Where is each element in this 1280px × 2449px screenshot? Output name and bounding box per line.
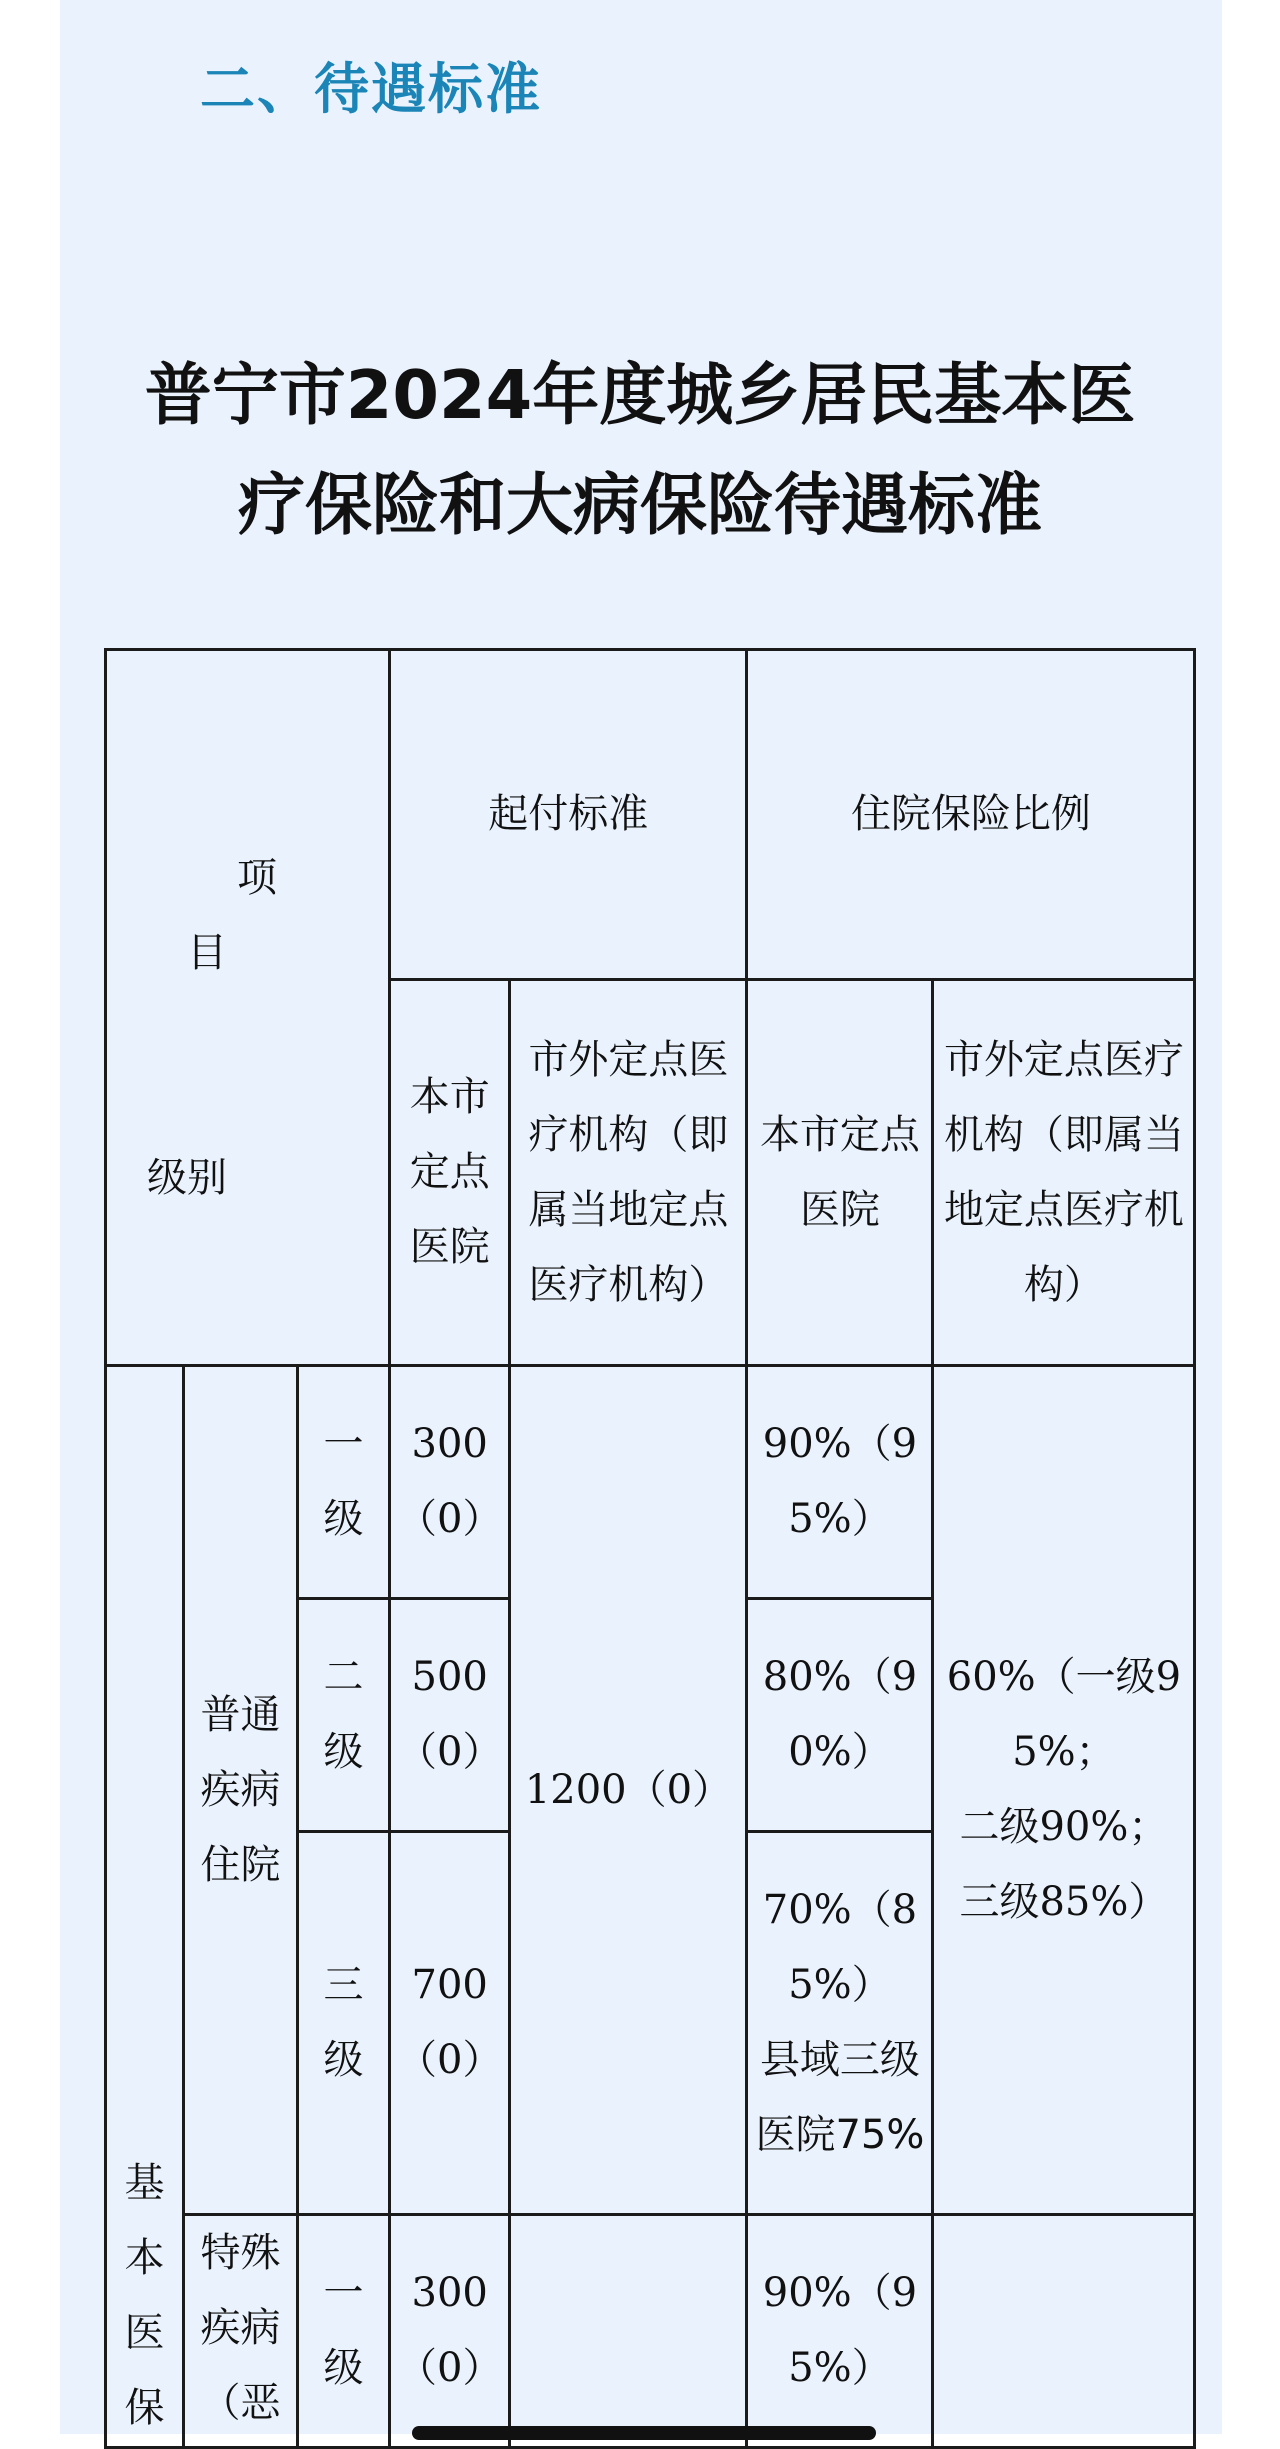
outside-deductible-header: 市外定点医疗机构（即属当地定点医疗机构） [510, 980, 747, 1366]
group-special-illness: 特殊疾病（恶 [184, 2215, 298, 2448]
category-basic-insurance: 基本医保 [106, 1366, 184, 2448]
group-general-illness: 普通疾病住院 [184, 1366, 298, 2215]
outside-deductible-cell [510, 2215, 747, 2448]
local-hospital-deductible-header: 本市定点医院 [390, 980, 510, 1366]
title-line-1: 普宁市2024年度城乡居民基本医 [144, 356, 1136, 434]
table-row [106, 2215, 1195, 2448]
outside-deductible-cell: 1200（0） [510, 1366, 747, 2215]
local-ratio-cell: 90%（95%） [747, 1366, 933, 1599]
section-heading: 二、待遇标准 [200, 57, 543, 121]
document-title [100, 340, 1180, 560]
table-header-row [106, 650, 1195, 980]
local-deductible-cell: 700（0） [390, 1832, 510, 2215]
header-item-label: 项 [237, 855, 277, 901]
deductible-header: 起付标准 [390, 650, 747, 980]
outside-ratio-header: 市外定点医疗机构（即属当地定点医疗机构） [933, 980, 1195, 1366]
level-cell: 三级 [298, 1832, 390, 2215]
outside-ratio-line-3: 三级85%） [959, 1879, 1169, 1925]
outside-ratio-cell [933, 2215, 1195, 2448]
local-hospital-ratio-header: 本市定点医院 [747, 980, 933, 1366]
level-cell: 二级 [298, 1599, 390, 1832]
local-ratio-line-1: 70%（85%） [762, 1887, 918, 2008]
outside-ratio-cell [933, 1366, 1195, 2215]
local-ratio-cell: 90%（95%） [747, 2215, 933, 2448]
local-deductible-cell: 300（0） [390, 2215, 510, 2448]
level-cell: 一级 [298, 1366, 390, 1599]
local-ratio-cell: 80%（90%） [747, 1599, 933, 1832]
local-ratio-cell [747, 1832, 933, 2215]
title-line-2: 疗保险和大病保险待遇标准 [238, 466, 1042, 544]
ratio-header: 住院保险比例 [747, 650, 1195, 980]
level-cell: 一级 [298, 2215, 390, 2448]
table-row [106, 1366, 1195, 1599]
header-mu-label: 目 [187, 930, 227, 976]
local-ratio-line-2: 县域三级医院75% [755, 2037, 925, 2158]
header-level-label: 级别 [147, 1155, 227, 1201]
outside-ratio-line-2: 二级90%； [959, 1804, 1169, 1850]
outside-ratio-line-1: 60%（一级95%； [946, 1654, 1182, 1775]
local-deductible-cell: 300（0） [390, 1366, 510, 1599]
project-level-header-cell [106, 650, 390, 1366]
local-deductible-cell: 500（0） [390, 1599, 510, 1832]
benefit-standard-table [104, 648, 1196, 2449]
home-indicator-bar [412, 2426, 876, 2440]
